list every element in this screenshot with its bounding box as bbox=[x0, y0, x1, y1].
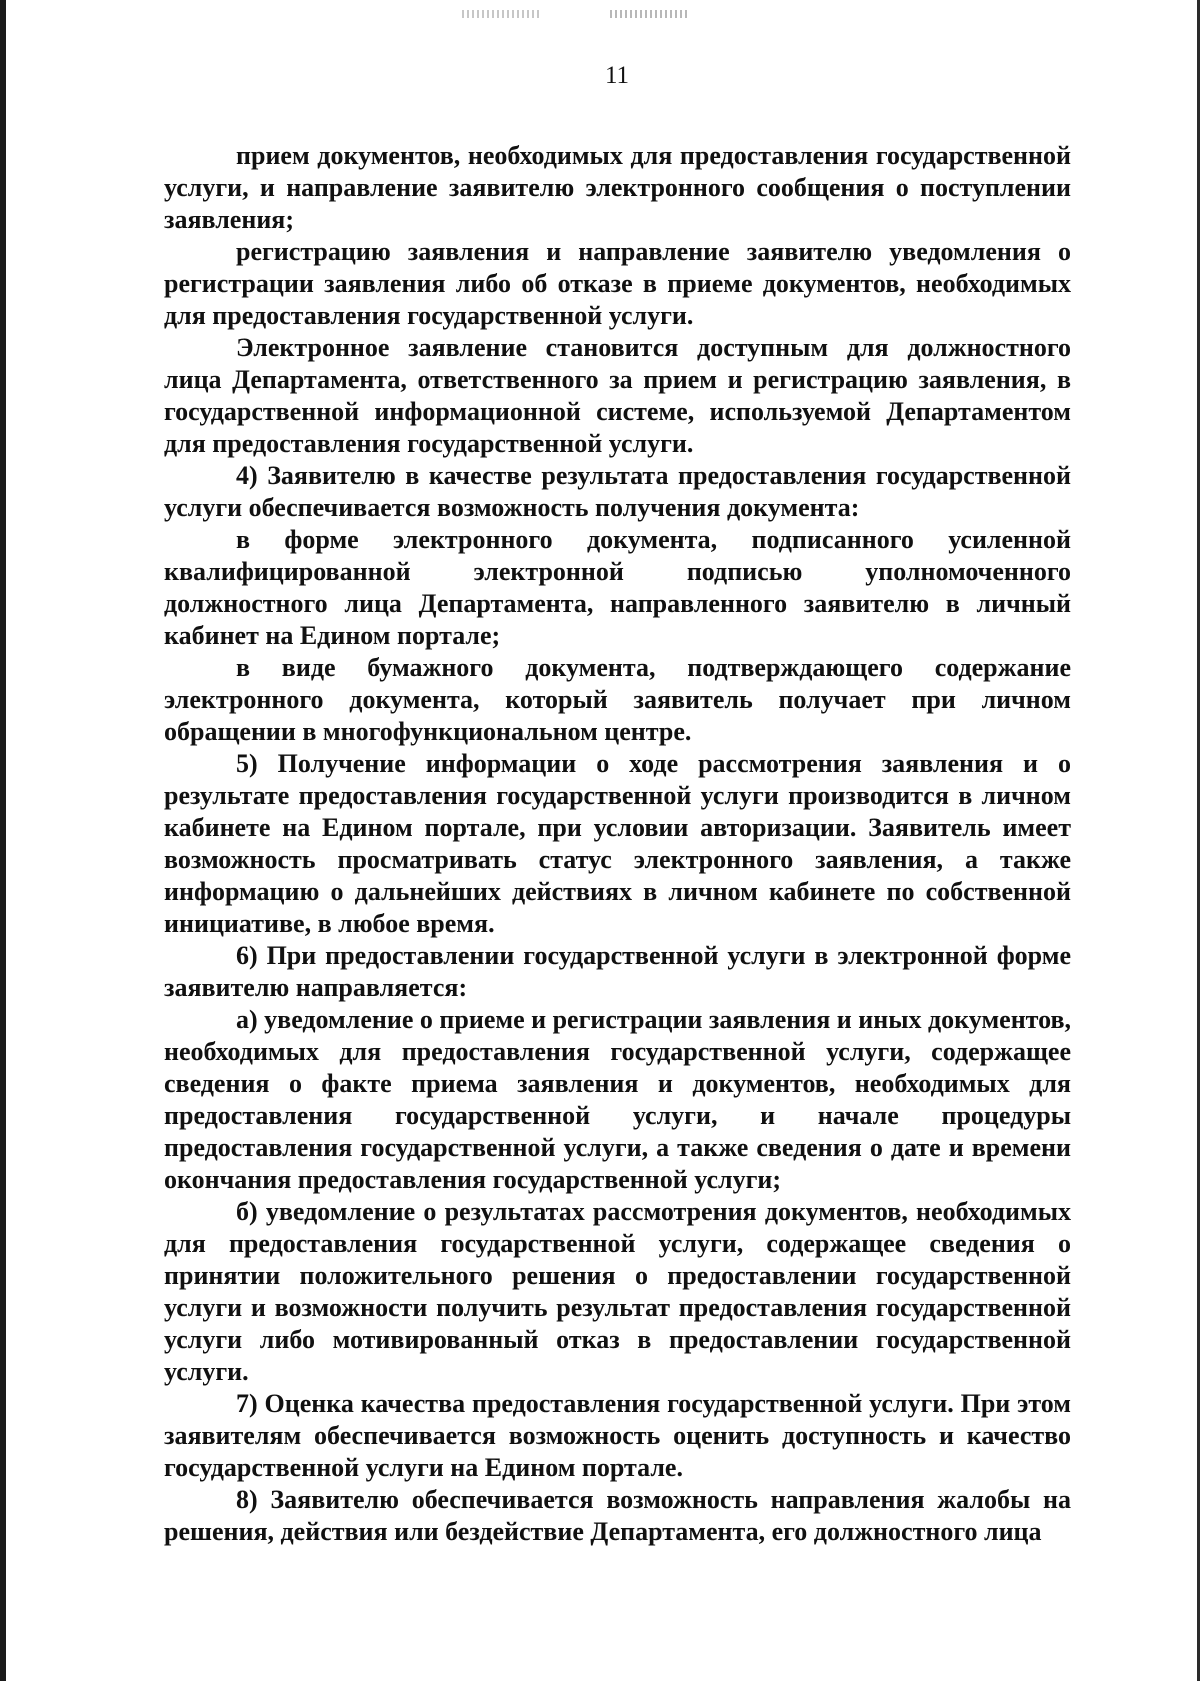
paragraph: 4) Заявителю в качестве результата предоставления государственной услуги обеспечивается возможность получения документа: bbox=[164, 461, 1071, 522]
scan-artifact bbox=[462, 10, 540, 18]
paragraph: 8) Заявителю обеспечивается возможность направления жалобы на решения, действия или бездействие Департамента, его должностного лица bbox=[164, 1485, 1071, 1546]
paragraph: в форме электронного документа, подписанного усиленной квалифицированной электронной подписью уполномоченного должностного лица Департамента, направленного заявителю в личный кабинет на Едином портале; bbox=[164, 525, 1071, 650]
paragraph: в виде бумажного документа, подтверждающего содержание электронного документа, который заявитель получает при личном обращении в многофункциональном центре. bbox=[164, 653, 1071, 746]
paragraph: а) уведомление о приеме и регистрации заявления и иных документов, необходимых для предоставления государственной услуги, содержащее сведения о факте приема заявления и документов, необходимых для предоставления государственной услуги, и начале процедуры предоставления государственной услуги, а также сведения о дате и времени окончания предоставления государственной услуги; bbox=[164, 1005, 1071, 1194]
paragraph: б) уведомление о результатах рассмотрения документов, необходимых для предоставления государственной услуги, содержащее сведения о принятии положительного решения о предоставлении государственной услуги и возможности получить результат предоставления государственной услуги либо мотивированный отказ в предоставлении государственной услуги. bbox=[164, 1197, 1071, 1386]
page-number: 11 bbox=[604, 62, 630, 89]
scan-artifact bbox=[610, 10, 690, 18]
paragraph: регистрацию заявления и направление заявителю уведомления о регистрации заявления либо об отказе в приеме документов, необходимых для предоставления государственной услуги. bbox=[164, 237, 1071, 330]
document-body bbox=[164, 140, 1071, 1548]
paragraph: 7) Оценка качества предоставления государственной услуги. При этом заявителям обеспечивается возможность оценить доступность и качество государственной услуги на Едином портале. bbox=[164, 1389, 1071, 1482]
paragraph: Электронное заявление становится доступным для должностного лица Департамента, ответственного за прием и регистрацию заявления, в государственной информационной системе, используемой Департаментом для предоставления государственной услуги. bbox=[164, 333, 1071, 458]
paragraph: прием документов, необходимых для предоставления государственной услуги, и направление заявителю электронного сообщения о поступлении заявления; bbox=[164, 141, 1071, 234]
paragraph: 6) При предоставлении государственной услуги в электронной форме заявителю направляется: bbox=[164, 941, 1071, 1002]
scan-left-border bbox=[0, 0, 6, 1681]
paragraph: 5) Получение информации о ходе рассмотрения заявления и о результате предоставления государственной услуги производится в личном кабинете на Едином портале, при условии авторизации. Заявитель имеет возможность просматривать статус электронного заявления, а также информацию о дальнейших действиях в личном кабинете по собственной инициативе, в любое время. bbox=[164, 749, 1071, 938]
